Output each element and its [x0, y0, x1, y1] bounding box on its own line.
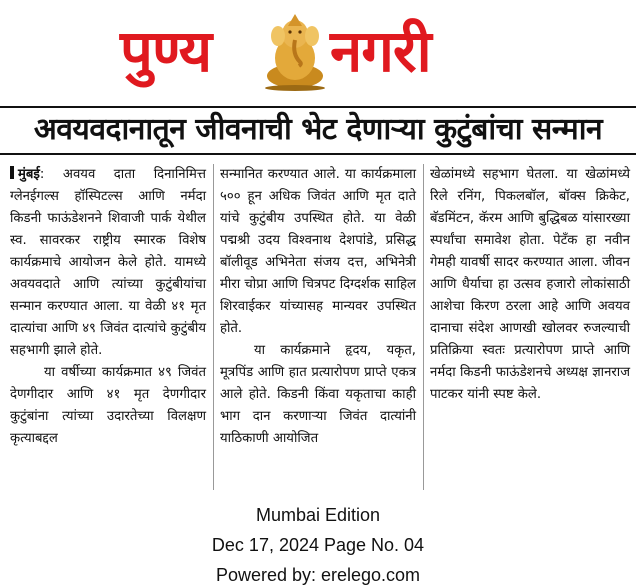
paragraph	[10, 164, 206, 362]
masthead-name-right: नगरी	[330, 17, 431, 85]
paragraph-text: अवयव दाता दिनानिमित्त ग्लेनईगल्स हॉस्पिटल्स आणि नर्मदा किडनी फाऊंडेशनने शिवाजी पार्क येथील स्व. सावरकर राष्ट्रीय स्मारक विशेष कार्यक्रमाचे आयोजन केले होते. यामध्ये अवयवदाते आणि त्यांच्या कुटुंबीयांचा सन्मान करण्यात आला. या वेळी ४१ मृत दात्यांचा आणि ४९ जिवंत दात्यांचे कुटुंबीय सहभागी झाले होते.	[10, 167, 206, 358]
edition-label: Mumbai Edition	[255, 505, 381, 525]
paragraph: या कार्यक्रमाने हृदय, यकृत, मूत्रपिंड आणि हात प्रत्यारोपण प्राप्ते एकत्र आले होते. किडनी किंवा यकृताचा काही भाग दान करणाऱ्या जिवंत दात्यांनी याठिकाणी आयोजित	[220, 343, 416, 446]
article-column-1	[10, 164, 206, 494]
article-column-2	[220, 164, 416, 494]
dateline: मुंबई	[18, 167, 40, 182]
headline-bottom-rule	[0, 153, 636, 155]
column-divider	[423, 164, 424, 490]
masthead	[0, 0, 636, 100]
bullet-icon	[10, 166, 14, 179]
ganesha-icon	[262, 6, 328, 92]
paragraph: या वर्षीच्या कार्यक्रमात ४९ जिवंत देणगीदार आणि ४१ मृत देणगीदार कुटुंबांना त्यांच्या उदारतेच्या विलक्षण कृत्याबद्दल	[10, 365, 206, 446]
date-page-label: Dec 17, 2024 Page No. 04	[211, 535, 425, 555]
dateline-sep: :	[39, 167, 63, 182]
article-headline: अवयवदानातून जीवनाची भेट देणाऱ्या कुटुंबांचा सन्मान	[33, 112, 603, 147]
article-body	[10, 164, 630, 494]
article-column-3	[430, 164, 630, 494]
paragraph: सन्मानित करण्यात आले. या कार्यक्रमाला ५०० हून अधिक जिवंत आणि मृत दाते यांचे कुटुंबीय उपस्थित होते. या वेळी पद्मश्री उदय विश्वनाथ देशपांडे, प्रसिद्ध बॉलीवूड अभिनेता संजय दत्त, अभिनेत्री मीरा चोप्रा आणि चित्रपट दिग्दर्शक साहिल शिरवाईकर यांच्यासह मान्यवर उपस्थित होते.	[220, 167, 416, 336]
masthead-name-left: पुण्य	[120, 17, 212, 85]
column-divider	[213, 164, 214, 490]
powered-by-label: Powered by: erelego.com	[215, 565, 421, 585]
paragraph: खेळांमध्ये सहभाग घेतला. या खेळांमध्ये रिले रनिंग, पिकलबॉल, बॉक्स क्रिकेट, बॅडमिंटन, कॅरम आणि बुद्धिबळ यांसारख्या स्पर्धांचा समावेश होता. पेटॅंक हा नवीन गेमही यावर्षी सादर करण्यात आला. जीवन आणि धैर्याचा हा उत्सव हजारो लोकांसाठी आशेचा किरण ठरला आहे आणि अवयव दानाचा संदेश आणखी खोलवर रुजल्याची प्रतिक्रिया स्वतः प्रत्यारोपण प्राप्ते आणि नर्मदा किडनी फाऊंडेशनचे अध्यक्ष ज्ञानराज पाटकर यांनी स्पष्ट केले.	[430, 167, 630, 402]
